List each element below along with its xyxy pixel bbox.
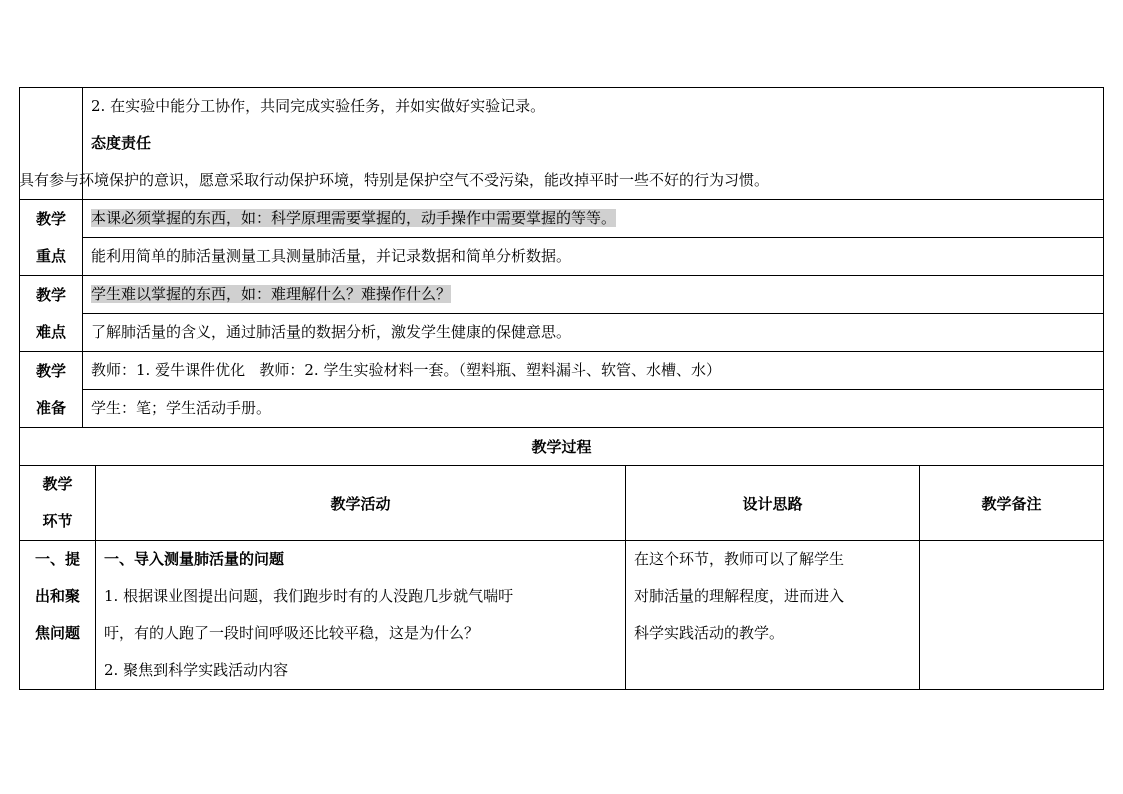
header-design: 设计思路 [626, 466, 920, 541]
process-header-row [20, 466, 1104, 541]
process-row [20, 541, 1104, 690]
activity-line-3: 2. 聚焦到科学实践活动内容 [104, 661, 289, 679]
difficulties-row-hint [20, 276, 1104, 314]
difficulties-row-text [20, 314, 1104, 352]
design-line-2: 对肺活量的理解程度，进而进入 [634, 587, 845, 605]
key-points-hint-cell [83, 200, 1104, 238]
difficulties-hint-cell [83, 276, 1104, 314]
header-activity: 教学活动 [96, 466, 626, 541]
process-notes-cell [920, 541, 1104, 690]
design-line-1: 在这个环节，教师可以了解学生 [634, 550, 845, 568]
process-title-row [20, 428, 1104, 466]
key-points-text: 能利用简单的肺活量测量工具测量肺活量，并记录数据和简单分析数据。 [91, 247, 572, 265]
difficulties-text: 了解肺活量的含义，通过肺活量的数据分析，激发学生健康的保健意思。 [91, 323, 572, 341]
lesson-info-table [19, 87, 1104, 428]
key-points-label: 教学 重点 [20, 200, 83, 276]
preparation-teacher: 教师：1. 爱牛课件优化 教师：2. 学生实验材料一套。（塑料瓶、塑料漏斗、软管、水槽、水） [91, 361, 721, 379]
goal-line-2: 2. 在实验中能分工协作，共同完成实验任务，并如实做好实验记录。 [91, 97, 546, 115]
key-points-row-hint [20, 200, 1104, 238]
preparation-teacher-cell [83, 352, 1104, 390]
difficulties-hint: 学生难以掌握的东西，如：难理解什么？难操作什么？ [91, 285, 452, 303]
preparation-row-teacher [20, 352, 1104, 390]
process-stage-cell: 一、提 出和聚 焦问题 [20, 541, 96, 690]
activity-title: 一、导入测量肺活量的问题 [104, 550, 285, 568]
key-points-row-text [20, 238, 1104, 276]
header-stage: 教学 环节 [20, 466, 96, 541]
key-points-hint: 本课必须掌握的东西，如：科学原理需要掌握的，动手操作中需要掌握的等等。 [91, 209, 617, 227]
preparation-row-student [20, 390, 1104, 428]
lesson-plan-page [19, 87, 1103, 690]
process-activity-cell [96, 541, 626, 690]
difficulties-label: 教学 难点 [20, 276, 83, 352]
key-points-text-cell [83, 238, 1104, 276]
process-design-cell [626, 541, 920, 690]
attitude-text: 具有参与环境保护的意识，愿意采取行动保护环境，特别是保护空气不受污染，能改掉平时一些不好的行为习惯。 [19, 171, 770, 189]
difficulties-text-cell [83, 314, 1104, 352]
process-title: 教学过程 [20, 428, 1104, 466]
preparation-label: 教学 准备 [20, 352, 83, 428]
design-line-3: 科学实践活动的教学。 [634, 624, 785, 642]
teaching-process-table [19, 427, 1104, 690]
goals-row [20, 88, 1104, 200]
activity-line-1: 1. 根据课业图提出问题，我们跑步时有的人没跑几步就气喘吁 [104, 587, 514, 605]
preparation-student: 学生：笔；学生活动手册。 [91, 399, 272, 417]
goals-content-cell [19, 88, 1104, 200]
attitude-title: 态度责任 [91, 134, 152, 152]
activity-line-2: 吁，有的人跑了一段时间呼吸还比较平稳，这是为什么？ [104, 624, 480, 642]
preparation-student-cell [83, 390, 1104, 428]
header-notes: 教学备注 [920, 466, 1104, 541]
